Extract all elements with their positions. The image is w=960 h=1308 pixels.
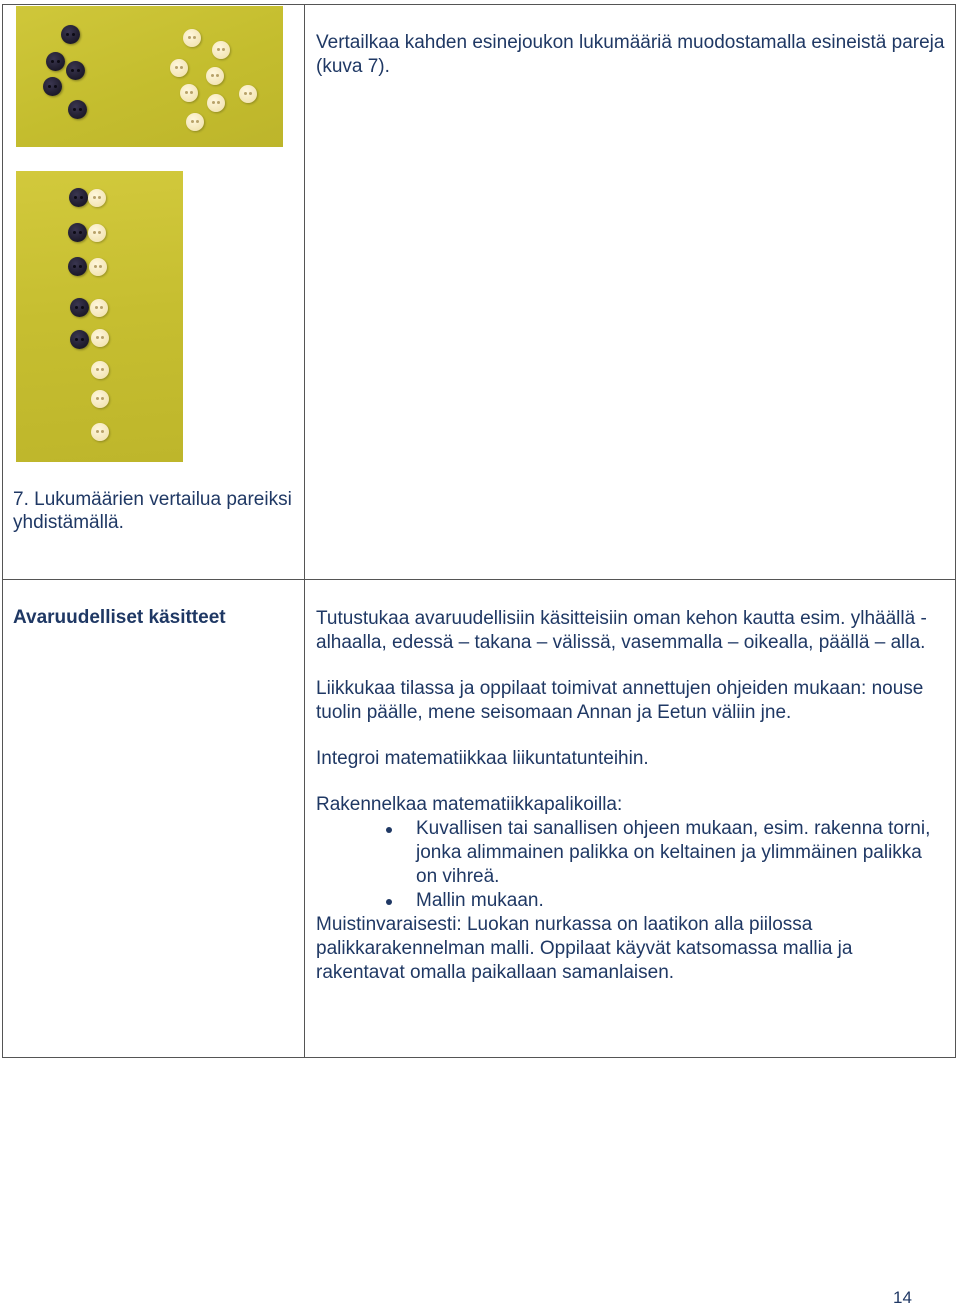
light-button bbox=[91, 329, 109, 347]
light-button bbox=[183, 29, 201, 47]
dark-button bbox=[43, 77, 62, 96]
light-button bbox=[212, 41, 230, 59]
photo-caption: 7. Lukumäärien vertailua pareiksi yhdistämällä. bbox=[13, 489, 292, 533]
dark-button bbox=[69, 188, 88, 207]
bullet-list bbox=[316, 817, 946, 913]
light-button bbox=[180, 84, 198, 102]
list-item: Mallin mukaan. bbox=[386, 889, 946, 913]
dark-button bbox=[68, 257, 87, 276]
dark-button bbox=[70, 298, 89, 317]
row-description: Vertailkaa kahden esinejoukon lukumääriä muodostamalla esineistä pareja (kuva 7). bbox=[316, 32, 945, 77]
light-button bbox=[206, 67, 224, 85]
content-table bbox=[2, 4, 956, 1058]
paragraph: Liikkukaa tilassa ja oppilaat toimivat annettujen ohjeiden mukaan: nouse tuolin päälle, mene seisomaan Annan ja Eetun väliin jne. bbox=[316, 678, 924, 723]
light-button bbox=[91, 390, 109, 408]
buttons-photo-scattered bbox=[16, 6, 283, 147]
light-button bbox=[186, 113, 204, 131]
table-row-spatial-concepts bbox=[3, 580, 955, 1058]
light-button bbox=[88, 224, 106, 242]
table-row-counting bbox=[3, 5, 955, 580]
light-button bbox=[91, 361, 109, 379]
light-button bbox=[90, 299, 108, 317]
light-button bbox=[170, 59, 188, 77]
row-content bbox=[316, 607, 946, 985]
row-heading: Avaruudelliset käsitteet bbox=[13, 607, 226, 628]
dark-button bbox=[68, 223, 87, 242]
paragraph: Integroi matematiikkaa liikuntatunteihin. bbox=[316, 748, 649, 769]
dark-button bbox=[68, 100, 87, 119]
column-divider bbox=[304, 580, 305, 1058]
dark-button bbox=[66, 61, 85, 80]
light-button bbox=[91, 423, 109, 441]
page-number: 14 bbox=[893, 1288, 912, 1307]
dark-button bbox=[70, 330, 89, 349]
light-button bbox=[88, 189, 106, 207]
dark-button bbox=[61, 25, 80, 44]
light-button bbox=[89, 258, 107, 276]
column-divider bbox=[304, 5, 305, 579]
list-item: Kuvallisen tai sanallisen ohjeen mukaan, esim. rakenna torni, jonka alimmainen palikka on keltainen ja ylimmäinen palikka on vihreä. bbox=[386, 817, 946, 889]
paragraph: Tutustukaa avaruudellisiin käsitteisiin oman kehon kautta esim. ylhäällä - alhaalla, edessä – takana – välissä, vasemmalla – oikealla, päällä – alla. bbox=[316, 608, 927, 653]
buttons-photo-paired bbox=[16, 171, 183, 462]
light-button bbox=[239, 85, 257, 103]
paragraph: Muistinvaraisesti: Luokan nurkassa on laatikon alla piilossa palikkarakennelman malli. Oppilaat käyvät katsomassa mallia ja rakentavat omalla paikallaan samanlaisen. bbox=[316, 914, 853, 983]
light-button bbox=[207, 94, 225, 112]
paragraph: Rakennelkaa matematiikkapalikoilla: bbox=[316, 794, 623, 815]
dark-button bbox=[46, 52, 65, 71]
